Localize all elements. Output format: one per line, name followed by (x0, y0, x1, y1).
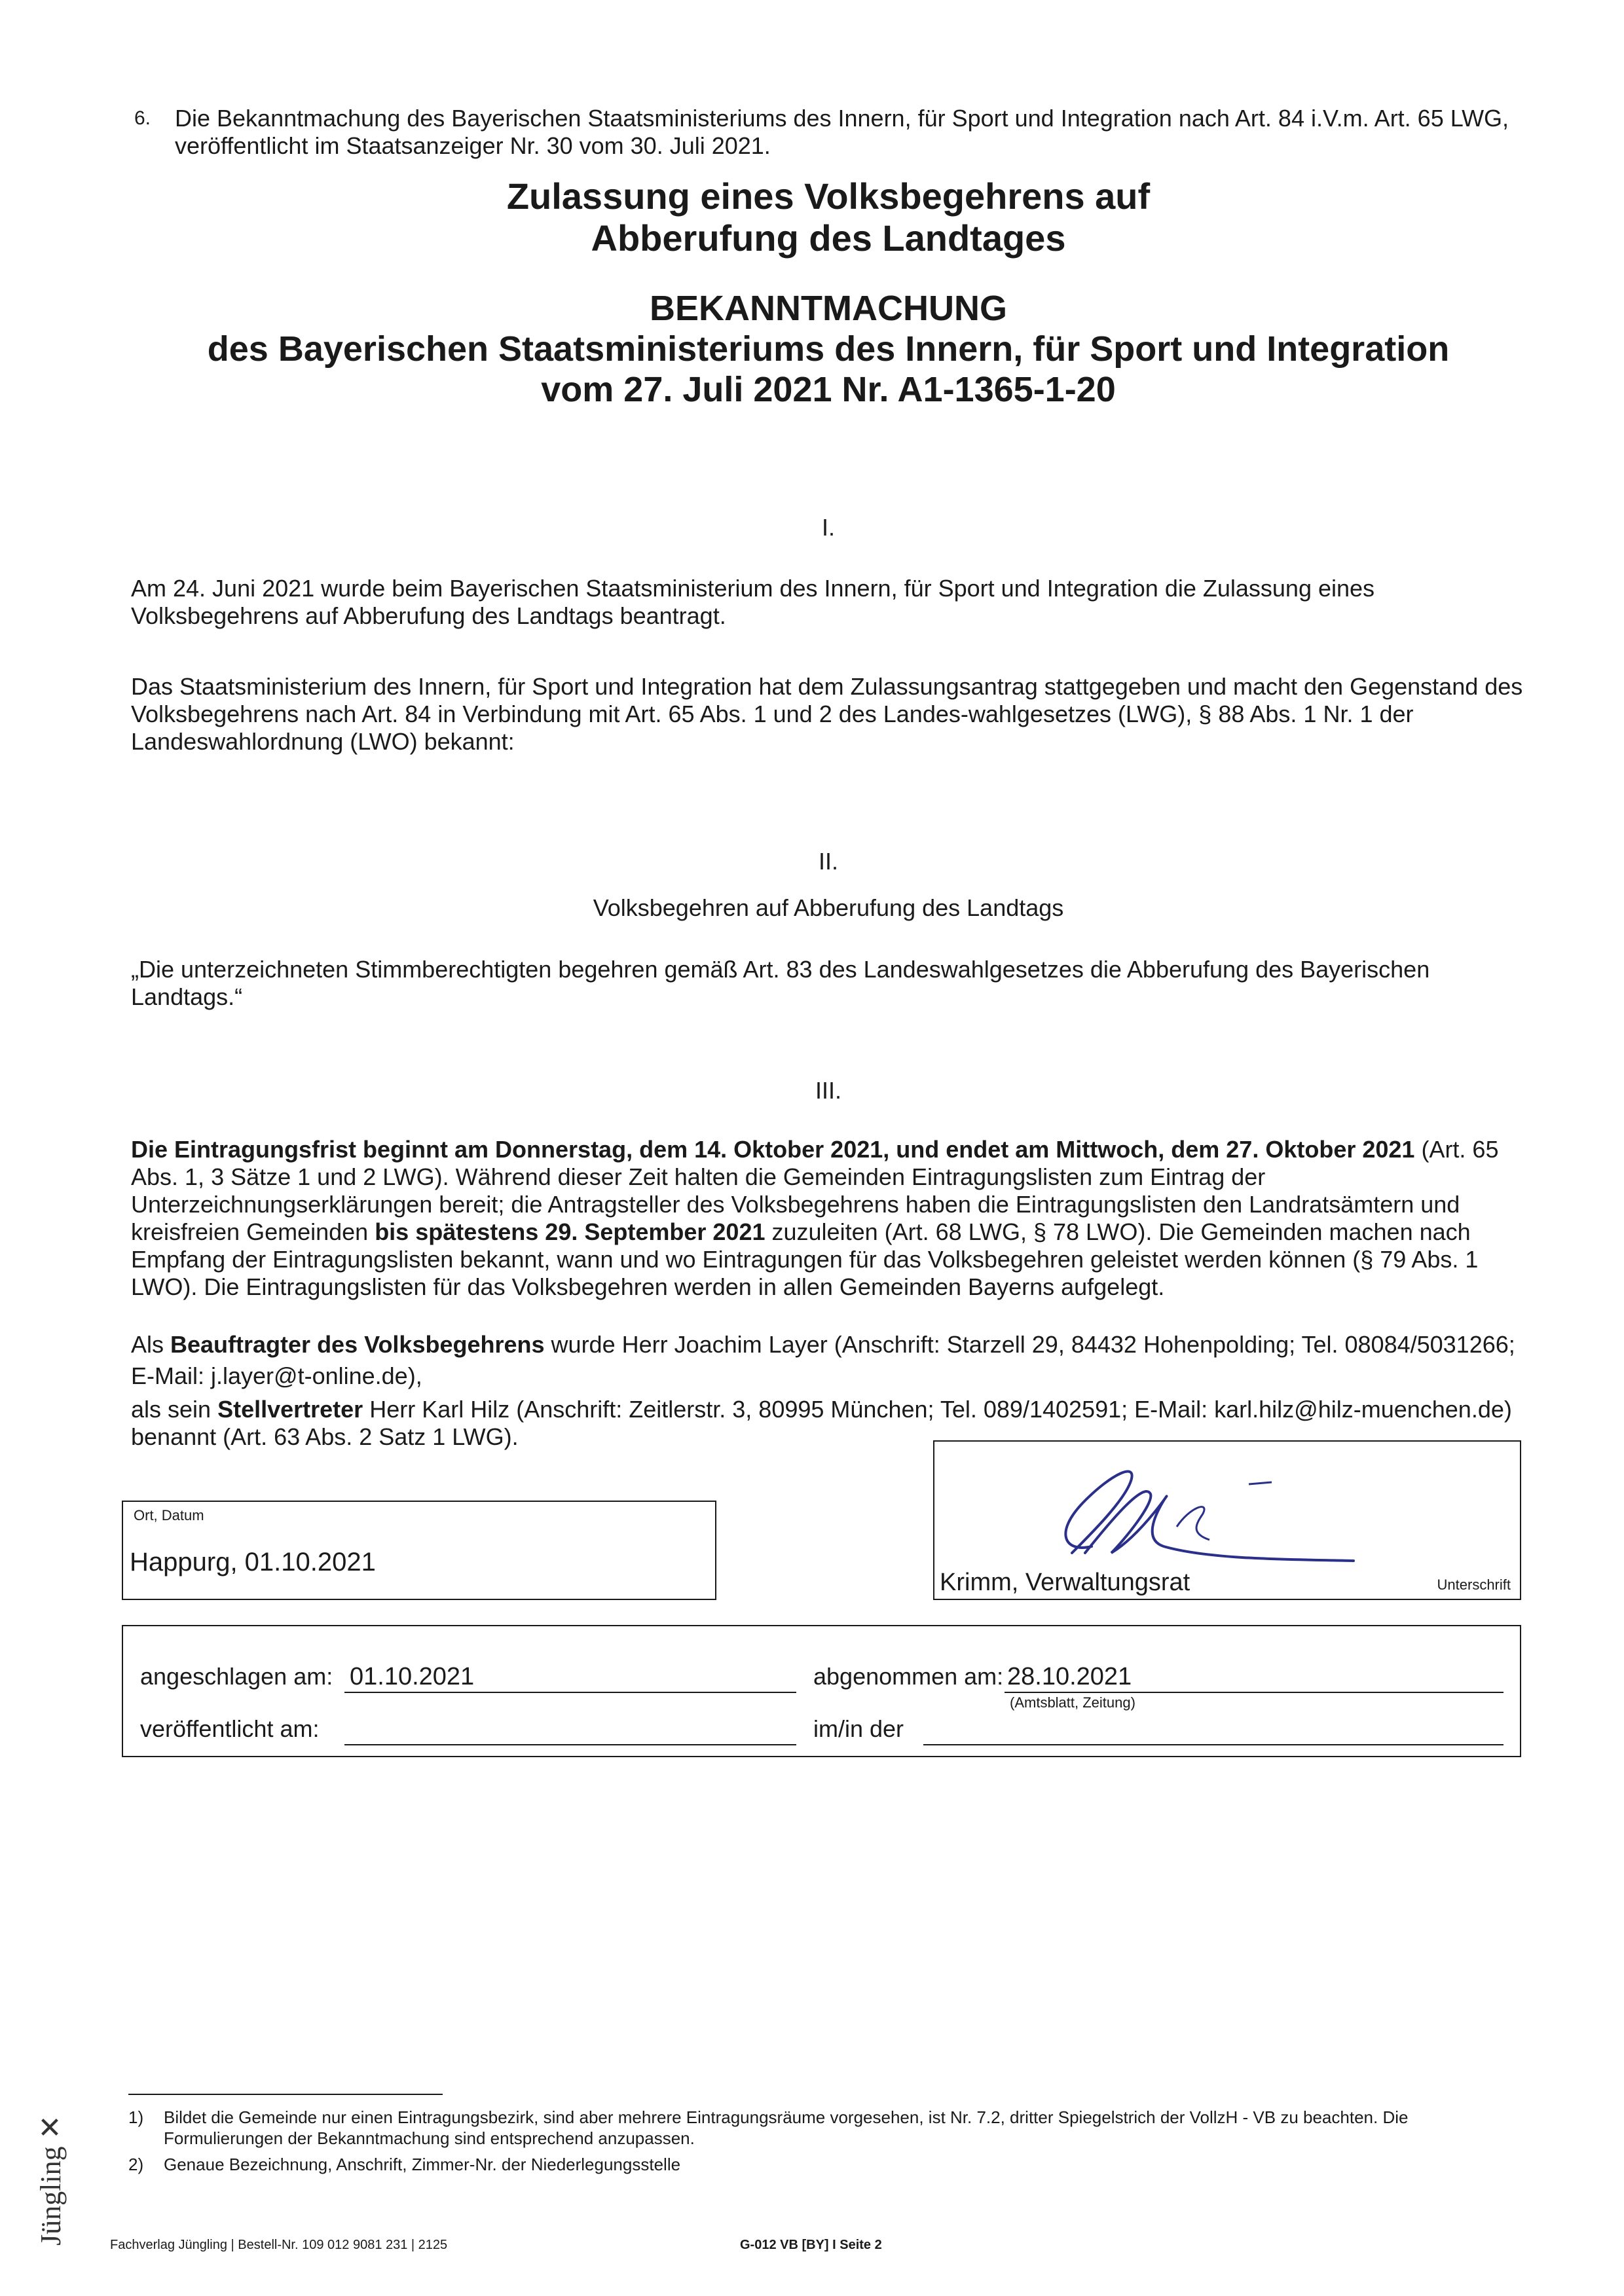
removed-hint: (Amtsblatt, Zeitung) (1010, 1694, 1135, 1711)
footnote-1-text: Bildet die Gemeinde nur einen Eintragungsbezirk, sind aber mehrere Eintragungsräume vorgesehen, ist Nr. 7.2, dritter Spiegelstrich der VollzH - VB zu beachten. Die Formulierungen der Bekanntmachung sind entsprechend anzupassen. (164, 2107, 1409, 2148)
footer-publisher: Fachverlag Jüngling | Bestell-Nr. 109 012 9081 231 | 2125 (110, 2238, 448, 2252)
section-2-numeral: II. (818, 848, 838, 875)
dep-prefix: als sein (131, 1396, 218, 1423)
announcement-line-3: vom 27. Juli 2021 Nr. A1-1365-1-20 (541, 370, 1116, 409)
rep-role: Beauftragter des Volksbegehrens (170, 1331, 545, 1358)
posted-line (344, 1692, 796, 1693)
logo-text: Jüngling (35, 2146, 67, 2246)
removed-label: abgenommen am: (813, 1663, 1004, 1690)
footer-form-id: G-012 VB [BY] I Seite 2 (740, 2238, 882, 2252)
place-date-label: Ort, Datum (134, 1507, 204, 1523)
section-3-text-2: zuzuleiten (Art. 68 LWG, § 78 LWO). Die Gemeinden machen nach Empfang der Eintragungslisten bekannt, wann und wo Eintragungen für das Volksbegehren geleistet werden können (§ 79 Abs. 1 LWO). Die Eintragungslisten für das Volksbegehren werden in allen Gemeinden Bayerns aufgelegt. (131, 1218, 1479, 1300)
intro-number: 6. (134, 107, 151, 129)
title-line-2: Abberufung des Landtages (591, 217, 1066, 259)
removed-line (1005, 1692, 1504, 1693)
removed-date-field[interactable]: 28.10.2021 (1007, 1663, 1132, 1690)
dep-details: Herr Karl Hilz (Anschrift: Zeitlerstr. 3, 80995 München; Tel. 089/1402591; E-Mail: karl.hilz@hilz-muenchen.de) benannt (Art. 63 Abs. 2 Satz 1 LWG). (131, 1396, 1512, 1450)
published-line (344, 1744, 796, 1745)
publisher-logo (34, 2115, 67, 2246)
section-1-paragraph-1: Am 24. Juni 2021 wurde beim Bayerischen Staatsministerium des Innern, für Sport und Integration die Zulassung eines Volksbegehrens auf Abberufung des Landtags beantragt. (131, 575, 1375, 629)
section-3-numeral: III. (815, 1077, 841, 1104)
place-date-value: Happurg, 01.10.2021 (130, 1548, 376, 1576)
dep-role: Stellvertreter (217, 1396, 363, 1423)
in-line (923, 1744, 1504, 1745)
deadline: bis spätestens 29. September 2021 (375, 1218, 766, 1245)
in-label: im/in der (813, 1715, 904, 1742)
section-3-text-1: (Art. 65 Abs. 1, 3 Sätze 1 und 2 LWG). Während dieser Zeit halten die Gemeinden Eintragungslisten zum Eintrag der Unterzeichnungserklärungen bereit; die Antragsteller des Volksbegehrens haben die Eintragungslisten den Landratsämtern und kreisfreien Gemeinden (131, 1136, 1499, 1245)
posted-date-field[interactable]: 01.10.2021 (350, 1663, 475, 1690)
footnote-2-text: Genaue Bezeichnung, Anschrift, Zimmer-Nr. der Niederlegungsstelle (164, 2155, 681, 2174)
footnote-2-number: 2) (128, 2155, 144, 2174)
representative-paragraph (131, 1329, 1526, 1392)
signature-image (1013, 1455, 1419, 1573)
footnote-1-number: 1) (128, 2107, 144, 2127)
section-1-paragraph-2: Das Staatsministerium des Innern, für Sport und Integration hat dem Zulassungsantrag stattgegeben und macht den Gegenstand des Volksbegehrens nach Art. 84 in Verbindung mit Art. 65 Abs. 1 und 2 des Landes-wahlgesetzes (LWG), § 88 Abs. 1 Nr. 1 der Landeswahlordnung (LWO) bekannt: (131, 673, 1523, 755)
announcement-heading (118, 288, 1539, 410)
place-date-box (122, 1501, 716, 1600)
signature-label: Unterschrift (1437, 1576, 1511, 1593)
logo-mark-icon: ✕ (35, 2115, 67, 2147)
section-2-quote: „Die unterzeichneten Stimmberechtigten begehren gemäß Art. 83 des Landeswahlgesetzes die Abberufung des Bayerischen Landtags.“ (131, 956, 1430, 1010)
announcement-line-2: des Bayerischen Staatsministeriums des Innern, für Sport und Integration (207, 329, 1450, 369)
title-line-1: Zulassung eines Volksbegehrens auf (506, 175, 1151, 217)
section-3-paragraph (131, 1136, 1526, 1301)
signature-box (933, 1440, 1521, 1600)
signatory-name: Krimm, Verwaltungsrat (940, 1569, 1190, 1596)
document-title (131, 175, 1526, 259)
announcement-line-1: BEKANNTMACHUNG (650, 289, 1007, 328)
footnote-separator (128, 2094, 443, 2095)
posting-box (122, 1625, 1521, 1757)
intro-item (134, 105, 1529, 160)
section-1-numeral: I. (821, 514, 835, 541)
posted-label: angeschlagen am: (140, 1663, 333, 1690)
published-label: veröffentlicht am: (140, 1715, 320, 1742)
intro-text: Die Bekanntmachung des Bayerischen Staatsministeriums des Innern, für Sport und Integration nach Art. 84 i.V.m. Art. 65 LWG, veröffentlicht im Staatsanzeiger Nr. 30 vom 30. Juli 2021. (175, 105, 1509, 159)
registration-period: Die Eintragungsfrist beginnt am Donnerstag, dem 14. Oktober 2021, und endet am Mittwoch, dem 27. Oktober 2021 (131, 1136, 1415, 1163)
section-2-heading: Volksbegehren auf Abberufung des Landtags (593, 894, 1064, 921)
rep-prefix: Als (131, 1331, 171, 1358)
rep-details: wurde Herr Joachim Layer (Anschrift: Starzell 29, 84432 Hohenpolding; Tel. 08084/5031266; E-Mail: j.layer@t-online.de), (131, 1331, 1515, 1389)
